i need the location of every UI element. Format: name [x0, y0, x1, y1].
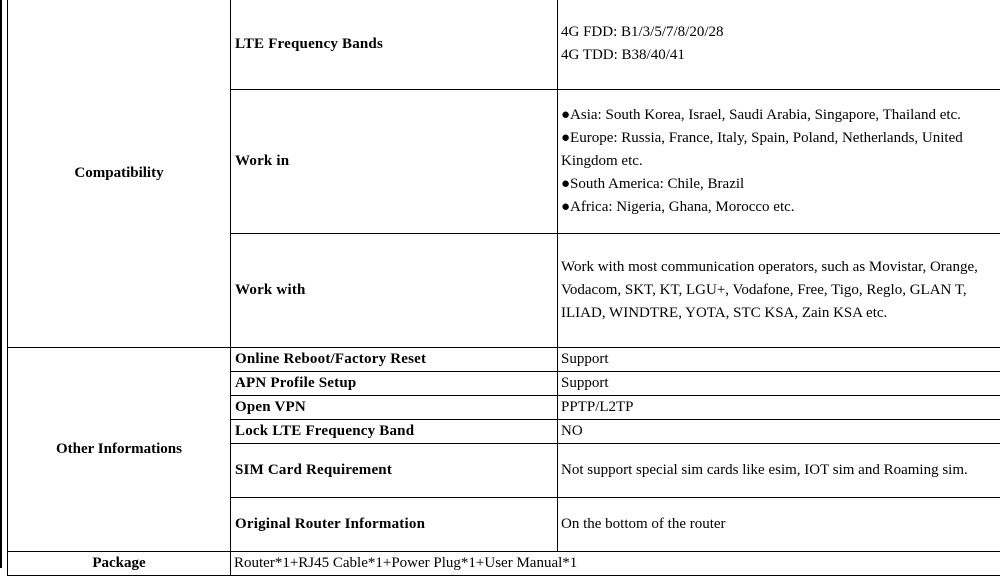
- spec-key: Lock LTE Frequency Band: [231, 420, 558, 444]
- value-line: 4G FDD: B1/3/5/7/8/20/28: [561, 21, 1000, 44]
- spec-value: On the bottom of the router: [558, 498, 1000, 552]
- spec-value: Support: [558, 348, 1000, 372]
- spec-value: [558, 0, 1000, 90]
- spec-value: Support: [558, 372, 1000, 396]
- value-line: ●Europe: Russia, France, Italy, Spain, Poland, Netherlands, United Kingdom etc.: [561, 127, 1000, 173]
- spec-key: LTE Frequency Bands: [231, 0, 558, 90]
- category-cell-other-informations: Other Informations: [8, 348, 231, 552]
- table-row: [8, 0, 1000, 90]
- spec-table: [7, 0, 1000, 576]
- value-line: ●Africa: Nigeria, Ghana, Morocco etc.: [561, 196, 1000, 219]
- spec-key: SIM Card Requirement: [231, 444, 558, 498]
- category-cell-package: Package: [8, 552, 231, 576]
- value-line: ●South America: Chile, Brazil: [561, 173, 1000, 196]
- spec-key: Work in: [231, 90, 558, 234]
- table-row: [8, 348, 1000, 372]
- spec-key: APN Profile Setup: [231, 372, 558, 396]
- spec-value: NO: [558, 420, 1000, 444]
- category-cell-compatibility: Compatibility: [8, 0, 231, 348]
- spec-key: Work with: [231, 234, 558, 348]
- value-line: Work with most communication operators, such as Movistar, Orange, Vodacom, SKT, KT, LGU+, Vodafone, Free, Tigo, Reglo, GLAN T, ILIAD, WINDTRE, YOTA, STC KSA, Zain KSA etc.: [561, 256, 1000, 325]
- value-line: ●Asia: South Korea, Israel, Saudi Arabia, Singapore, Thailand etc.: [561, 104, 1000, 127]
- spec-key: Open VPN: [231, 396, 558, 420]
- left-border-line: [0, 0, 2, 568]
- package-value: Router*1+RJ45 Cable*1+Power Plug*1+User Manual*1: [231, 552, 1000, 576]
- table-row: [8, 552, 1000, 576]
- spec-value: Not support special sim cards like esim, IOT sim and Roaming sim.: [558, 444, 1000, 498]
- spec-key: Original Router Information: [231, 498, 558, 552]
- spec-value: PPTP/L2TP: [558, 396, 1000, 420]
- spec-key: Online Reboot/Factory Reset: [231, 348, 558, 372]
- spec-value: [558, 234, 1000, 348]
- spec-value: [558, 90, 1000, 234]
- value-line: 4G TDD: B38/40/41: [561, 44, 1000, 67]
